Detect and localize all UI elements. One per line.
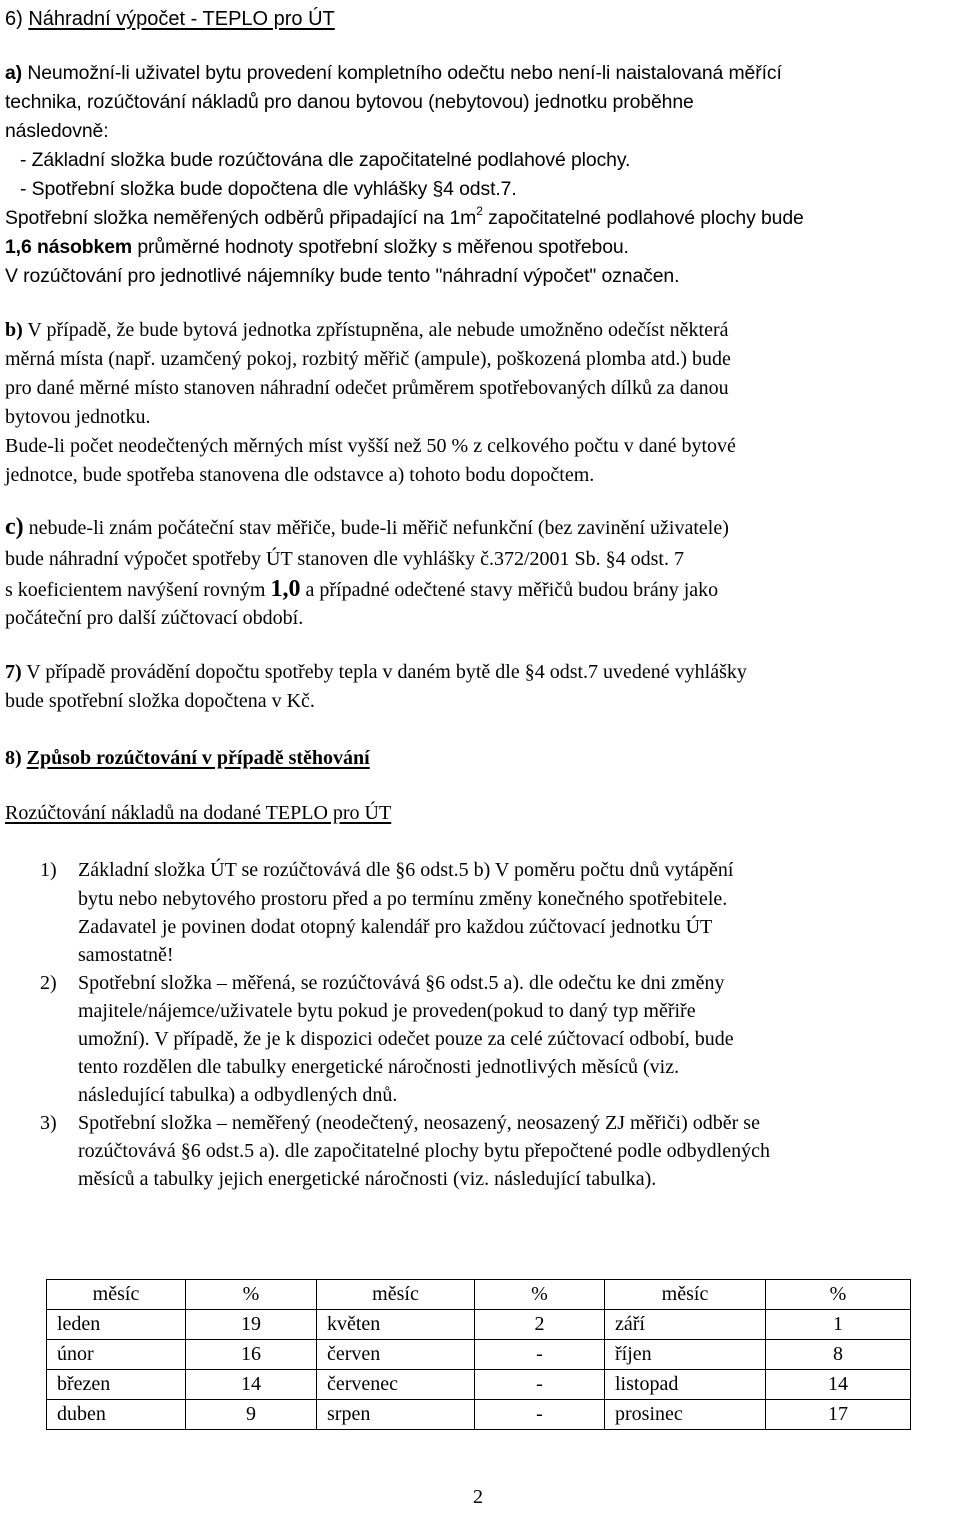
section-6-number: 6) [5, 8, 29, 30]
para-c-line-4: počáteční pro další zúčtovací období. [5, 607, 304, 629]
superscript-2: 2 [476, 204, 483, 218]
section-7-text-1: V případě provádění dopočtu spotřeby tepla v daném bytě dle §4 odst.7 uvedené vyhlášky [21, 661, 747, 683]
table-cell: březen [47, 1370, 186, 1400]
table-cell: listopad [605, 1370, 766, 1400]
para-a-line-8: V rozúčtování pro jednotlivé nájemníky bude tento "náhradní výpočet" označen. [5, 265, 680, 287]
table-header-row [47, 1280, 911, 1310]
para-c-line-3 [5, 575, 718, 605]
table-cell: duben [47, 1400, 186, 1430]
para-b-text-1: V případě, že bude bytová jednotka zpřístupněna, ale nebude umožněno odečíst některá [22, 319, 729, 341]
table-cell: 9 [186, 1400, 317, 1430]
list-item-1-line-4: samostatně! [78, 944, 174, 966]
list-item-3-line-3: měsíců a tabulky jejich energetické náročnosti (viz. následující tabulka). [78, 1168, 657, 1190]
section-8-heading [5, 744, 370, 773]
section-7-line-1 [5, 658, 747, 687]
table-cell: květen [317, 1310, 475, 1340]
list-item-2-line-3: umožní). V případě, že je k dispozici odečet pouze za celé zúčtovací odbobí, bude [78, 1028, 734, 1050]
table-cell: září [605, 1310, 766, 1340]
para-a-line-6 [5, 204, 804, 233]
table-cell: 19 [186, 1310, 317, 1340]
para-c-line-1 [5, 513, 729, 543]
table-cell: 16 [186, 1340, 317, 1370]
table-header: % [475, 1280, 605, 1310]
table-cell: 2 [475, 1310, 605, 1340]
table-header: měsíc [605, 1280, 766, 1310]
table-cell: červenec [317, 1370, 475, 1400]
para-b-line-6: jednotce, bude spotřeba stanovena dle odstavce a) tohoto bodu dopočtem. [5, 464, 595, 486]
list-item-3-line-1: Spotřební složka – neměřený (neodečtený, neosazený, neosazený ZJ měřiči) odběr se [78, 1112, 760, 1134]
para-b-line-5: Bude-li počet neodečtených měrných míst vyšší než 50 % z celkového počtu v dané bytové [5, 435, 736, 457]
para-a-label: a) [5, 62, 23, 84]
para-a-line-3: následovně: [5, 120, 109, 142]
para-a-line-2: technika, rozúčtování nákladů pro danou bytovou (nebytovou) jednotku proběhne [5, 91, 694, 113]
section-8-subtitle: Rozúčtování nákladů na dodané TEPLO pro ÚT [5, 802, 392, 824]
list-item-1-line-2: bytu nebo nebytového prostoru před a po termínu změny konečného spotřebitele. [78, 888, 728, 910]
table-cell: 8 [766, 1340, 911, 1370]
para-a-text-6-end: započitatelné podlahové plochy bude [482, 207, 804, 229]
table-cell: červen [317, 1340, 475, 1370]
para-c-line-2: bude náhradní výpočet spotřeby ÚT stanoven dle vyhlášky č.372/2001 Sb. §4 odst. 7 [5, 548, 684, 570]
table-cell: - [475, 1370, 605, 1400]
para-a-bullet-2: - Spotřební složka bude dopočtena dle vyhlášky §4 odst.7. [20, 178, 517, 200]
list-item-2-number: 2) [40, 972, 57, 994]
para-c-text-3-end: a případné odečtené stavy měřičů budou brány jako [300, 579, 719, 601]
para-c-label: c) [5, 514, 24, 540]
section-8-title: Způsob rozúčtování v případě stěhování [26, 747, 370, 769]
para-c-text-3: s koeficientem navýšení rovným [5, 579, 271, 601]
list-item-2-line-1: Spotřební složka – měřená, se rozúčtovává §6 odst.5 a). dle odečtu ke dni změny [78, 972, 725, 994]
table-cell: 14 [766, 1370, 911, 1400]
monthly-energy-table [46, 1279, 911, 1430]
list-item-2-line-5: následující tabulka) a odbydlených dnů. [78, 1084, 398, 1106]
table-cell: leden [47, 1310, 186, 1340]
table-cell: 1 [766, 1310, 911, 1340]
list-item-3-number: 3) [40, 1112, 57, 1134]
list-item-2-line-2: majitele/nájemce/uživatele bytu pokud je proveden(pokud to daný typ měřiře [78, 1000, 696, 1022]
para-b-line-2: měrná místa (např. uzamčený pokoj, rozbitý měřič (ampule), poškozená plomba atd.) bude [5, 348, 731, 370]
list-item-1-number: 1) [40, 859, 57, 881]
table-cell: 17 [766, 1400, 911, 1430]
para-b-line-3: pro dané měrné místo stanoven náhradní odečet průměrem spotřebovaných dílků za danou [5, 377, 729, 399]
list-item-1-line-3: Zadavatel je povinen dodat otopný kalendář pro každou zúčtovací jednotku ÚT [78, 916, 713, 938]
para-a-bullet-1: - Základní složka bude rozúčtována dle započitatelné podlahové plochy. [20, 149, 631, 171]
table-cell: únor [47, 1340, 186, 1370]
page-number: 2 [473, 1486, 483, 1508]
section-7-line-2: bude spotřební složka dopočtena v Kč. [5, 690, 315, 712]
para-b-line-4: bytovou jednotku. [5, 406, 151, 428]
list-item-1-line-1: Základní složka ÚT se rozúčtovává dle §6 odst.5 b) V poměru počtu dnů vytápění [78, 859, 734, 881]
table-cell: srpen [317, 1400, 475, 1430]
para-b-label: b) [5, 319, 23, 341]
table-cell: prosinec [605, 1400, 766, 1430]
table-row [47, 1340, 911, 1370]
para-c-coefficient: 1,0 [270, 576, 301, 602]
section-8-number: 8) [5, 747, 27, 769]
section-7-number: 7) [5, 661, 22, 683]
para-a-text-6: Spotřební složka neměřených odběrů připadající na 1m [5, 207, 477, 229]
table-cell: 14 [186, 1370, 317, 1400]
table-header: % [186, 1280, 317, 1310]
para-a-bold-multiplier: 1,6 násobkem [5, 236, 133, 258]
para-b-line-1 [5, 316, 728, 345]
table-row [47, 1370, 911, 1400]
table-cell: - [475, 1400, 605, 1430]
section-6-heading [5, 5, 335, 34]
para-a-text-7: průměrné hodnoty spotřební složky s měřenou spotřebou. [132, 236, 629, 258]
para-a-text-1: Neumožní-li uživatel bytu provedení kompletního odečtu nebo není-li naistalovaná měřící [22, 62, 782, 84]
table-cell: - [475, 1340, 605, 1370]
table-header: % [766, 1280, 911, 1310]
list-item-2-line-4: tento rozdělen dle tabulky energetické náročnosti jednotlivých měsíců (viz. [78, 1056, 680, 1078]
table-cell: říjen [605, 1340, 766, 1370]
para-a-line-1 [5, 59, 782, 88]
list-item-3-line-2: rozúčtovává §6 odst.5 a). dle započitatelné plochy bytu přepočtené podle odbydlených [78, 1140, 770, 1162]
para-a-line-7 [5, 233, 629, 262]
table-row [47, 1400, 911, 1430]
table-header: měsíc [317, 1280, 475, 1310]
table-header: měsíc [47, 1280, 186, 1310]
section-6-title: Náhradní výpočet - TEPLO pro ÚT [28, 8, 335, 30]
table-row [47, 1310, 911, 1340]
para-c-text-1: nebude-li znám počáteční stav měřiče, bude-li měřič nefunkční (bez zavinění uživatele) [23, 517, 729, 539]
